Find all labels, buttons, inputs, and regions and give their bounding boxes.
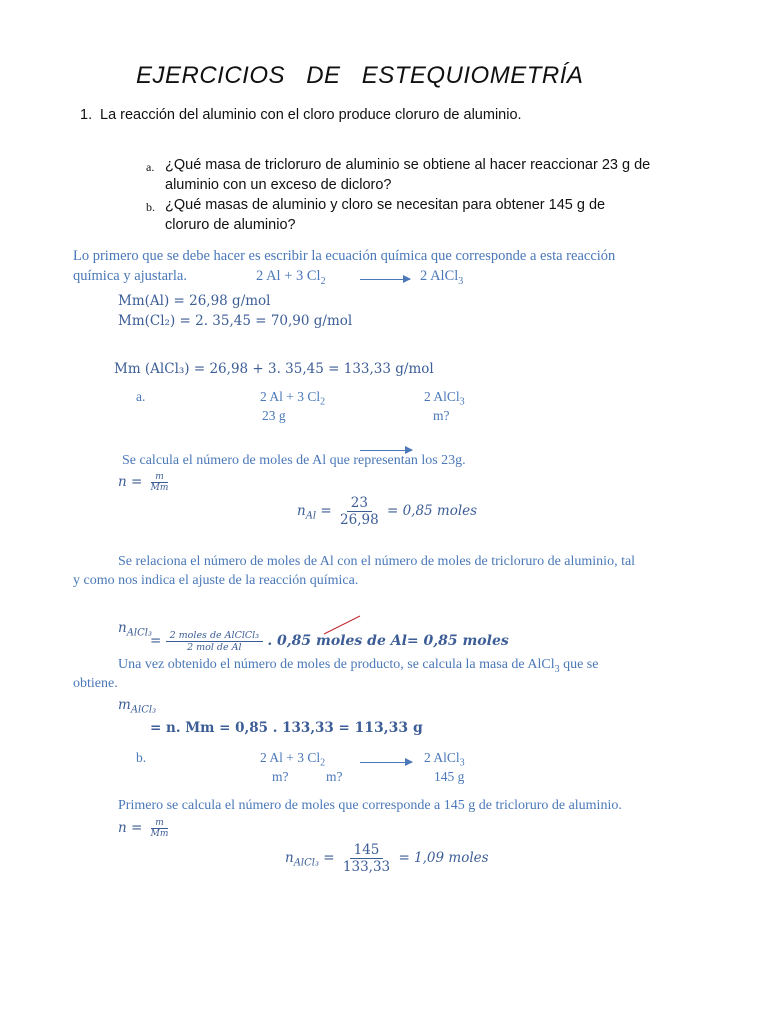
problem-number: 1.: [80, 107, 93, 123]
part-a-n-formula: n = $\frac{m}{Mm}$: [118, 472, 169, 493]
subquestion-b-label: b.: [146, 200, 155, 214]
part-a-step3-line1: Una vez obtenido el número de moles de producto, se calcula la masa de AlCl$_3$ que se: [118, 657, 599, 675]
part-b-unknown-cl: m?: [326, 769, 343, 784]
part-a-label: a.: [136, 389, 146, 404]
problem-statement: La reacción del aluminio con el cloro produce cloruro de aluminio.: [100, 107, 522, 123]
part-a-step2-line2: y como nos indica el ajuste de la reacción química.: [73, 573, 359, 588]
part-a-mass-calc: = n. Mm = 0,85 . 133,33 = 113,33 g: [150, 720, 423, 736]
molar-mass-alcl3: Mm (AlCl₃) = 26,98 + 3. 35,45 = 133,33 g/mol: [114, 361, 434, 377]
part-a-ratio: = $\frac{\text{2 moles de AlClCl₃}}{\text{2 mol de Al}}$ . 0,85 moles de Al= 0,85 moles: [150, 630, 509, 653]
part-a-n-alcl3-label: $n_{AlCl_3}$: [118, 620, 152, 639]
part-b-step1: Primero se calcula el número de moles que corresponde a 145 g de tricloruro de aluminio.: [118, 798, 622, 813]
part-a-m-label: $m_{AlCl_3}$: [118, 697, 157, 716]
subquestion-a-line2: aluminio con un exceso de dicloro?: [165, 177, 392, 193]
part-a-reactants: 2 Al + 3 $Cl_2$: [260, 389, 326, 408]
part-b-given: 145 g: [434, 769, 465, 784]
part-b-arrow: [360, 762, 412, 763]
intro-line2: química y ajustarla.: [73, 268, 187, 284]
part-a-n-al: $n_{Al}$ = $\frac{23}{26,98}$ = 0,85 moles: [297, 495, 478, 528]
part-b-label: b.: [136, 750, 147, 765]
cancel-mark: [320, 612, 366, 638]
subquestion-b-line2: cloruro de aluminio?: [165, 217, 296, 233]
part-b-n-formula: n = $\frac{m}{Mm}$: [118, 818, 169, 839]
part-b-unknown-al: m?: [272, 769, 289, 784]
molar-mass-cl2: Mm(Cl₂) = 2. 35,45 = 70,90 g/mol: [118, 313, 353, 329]
molar-mass-al: Mm(Al) = 26,98 g/mol: [118, 293, 271, 309]
page-title: EJERCICIOS DE ESTEQUIOMETRÍA: [136, 62, 584, 89]
part-b-n-alcl3: $n_{AlCl_3}$ = $\frac{145}{133,33}$ = 1,09 moles: [285, 842, 489, 875]
part-a-arrow: [360, 450, 412, 451]
equation-product: 2 AlCl$_3$: [420, 268, 464, 287]
part-a-step1: Se calcula el número de moles de Al que representan los 23g.: [122, 453, 466, 468]
part-a-step3-line2: obtiene.: [73, 676, 118, 691]
part-b-reactants: 2 Al + 3 $Cl_2$: [260, 750, 326, 769]
part-a-product: 2 AlCl$_3$: [424, 389, 465, 408]
part-a-unknown: m?: [433, 408, 450, 423]
intro-line1: Lo primero que se debe hacer es escribir la ecuación química que corresponde a esta reacción: [73, 248, 616, 264]
part-a-given: 23 g: [262, 408, 286, 423]
subquestion-a-line1: ¿Qué masa de tricloruro de aluminio se obtiene al hacer reaccionar 23 g de: [165, 157, 651, 173]
reaction-arrow: [360, 279, 410, 280]
equation-reactants: 2 Al + 3 $Cl_2$: [256, 268, 326, 287]
subquestion-a-label: a.: [146, 160, 155, 174]
part-b-product: 2 AlCl$_3$: [424, 750, 465, 769]
part-a-step2-line1: Se relaciona el número de moles de Al con el número de moles de tricloruro de aluminio, tal: [118, 554, 636, 569]
subquestion-b-line1: ¿Qué masas de aluminio y cloro se necesitan para obtener 145 g de: [165, 197, 606, 213]
